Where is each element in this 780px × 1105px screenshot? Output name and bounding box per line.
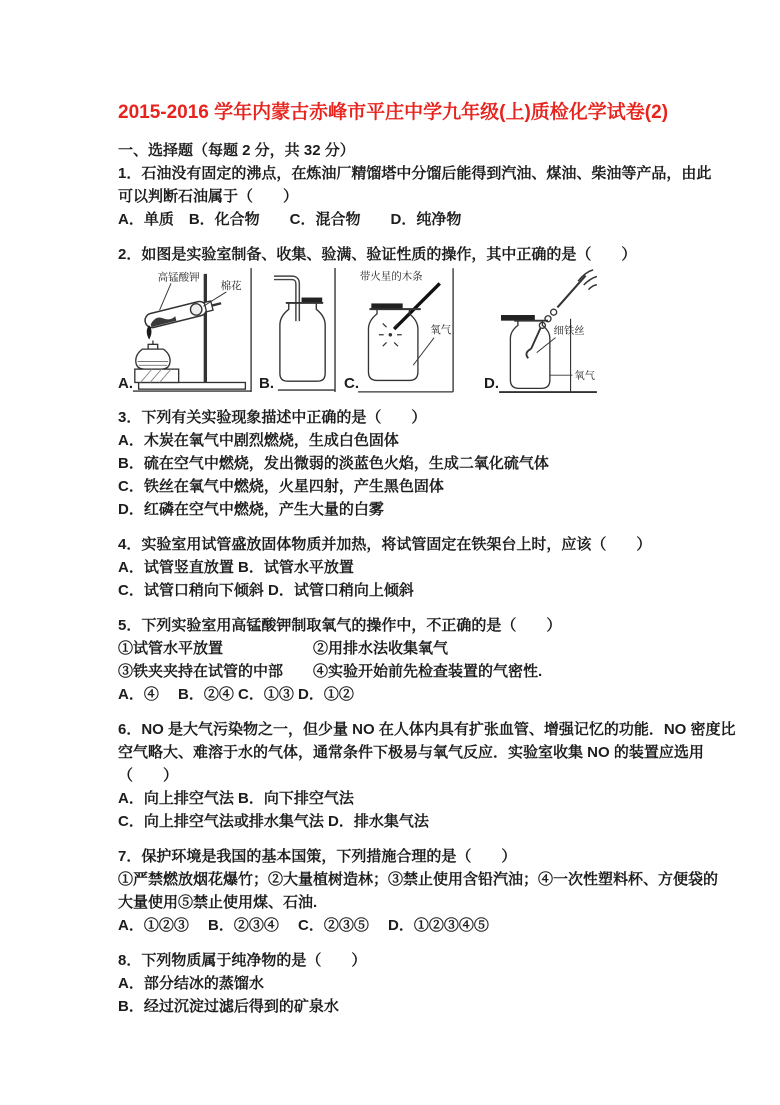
- question-7: [118, 845, 719, 937]
- label-oxygen: 氧气: [574, 370, 595, 382]
- question-line: 可以判断石油属于（ ）: [118, 188, 299, 205]
- gas-bottle: [280, 298, 325, 382]
- figure-a-apparatus: [131, 268, 253, 394]
- paper-content: [118, 100, 736, 1030]
- question-8: [118, 949, 703, 1018]
- question-2: [118, 243, 703, 394]
- figure-b-tag: B.: [259, 375, 274, 392]
- question-line: 4．实验室用试管盛放固体物质并加热，将试管固定在铁架台上时，应该（ ）: [118, 536, 652, 553]
- question-line: 1．石油没有固定的沸点，在炼油厂精馏塔中分馏后能得到汽油、煤油、柴油等产品，由此: [118, 165, 712, 182]
- figure-c-tag: C.: [344, 375, 359, 392]
- question-line: 8．下列物质属于纯净物的是（ ）: [118, 952, 367, 969]
- figure-c-apparatus: [358, 268, 455, 394]
- question-line: C．试管口稍向下倾斜 D．试管口稍向上倾斜: [118, 582, 414, 599]
- question-5: [118, 614, 703, 706]
- question-4: [118, 533, 703, 602]
- label-cotton: 棉花: [220, 281, 242, 293]
- question-line: A．部分结冰的蒸馏水: [118, 975, 264, 992]
- question-line: A．试管竖直放置 B．试管水平放置: [118, 559, 354, 576]
- alcohol-lamp: [136, 325, 170, 369]
- question-line: C．向上排空气法或排水集气法 D．排水集气法: [118, 813, 429, 830]
- label-iron-wire: 细铁丝: [553, 325, 585, 337]
- question-line: B．经过沉淀过滤后得到的矿泉水: [118, 998, 339, 1015]
- paper-title: 2015-2016 学年内蒙古赤峰市平庄中学九年级(上)质检化学试卷(2): [118, 102, 669, 123]
- figure-d-tag: D.: [484, 375, 499, 392]
- question-3: [118, 406, 703, 521]
- question-line: 6．NO 是大气污染物之一，但少量 NO 在人体内具有扩张血管、增强记忆的功能．NO 密度比: [118, 721, 736, 738]
- figure-a-tag: A.: [118, 375, 133, 392]
- question-line: 2．如图是实验室制备、收集、验满、验证性质的操作，其中正确的是（ ）: [118, 246, 637, 263]
- question-line: 5．下列实验室用高锰酸钾制取氧气的操作中，不正确的是（ ）: [118, 617, 562, 634]
- figure-b-apparatus: [272, 268, 337, 394]
- question-line: A．木炭在氧气中剧烈燃烧，生成白色固体: [118, 432, 399, 449]
- figure-d-apparatus: [499, 268, 597, 394]
- question-line: C．铁丝在氧气中燃烧，火星四射，产生黑色固体: [118, 478, 444, 495]
- label-oxygen: 氧气: [430, 324, 452, 336]
- question-6: [118, 718, 736, 833]
- question-line: A．向上排空气法 B．向下排空气法: [118, 790, 354, 807]
- section-heading: 一、选择题（每题 2 分，共 32 分）: [118, 142, 355, 159]
- label-glowing-splint: 带火星的木条: [359, 271, 423, 283]
- label-kmno4: 高锰酸钾: [157, 272, 200, 284]
- gas-bottle: [368, 303, 420, 380]
- question-line: 3．下列有关实验现象描述中正确的是（ ）: [118, 409, 427, 426]
- question-line: ①试管水平放置 ②用排水法收集氧气: [118, 640, 449, 657]
- question-line: A．单质 B．化合物 C．混合物 D．纯净物: [118, 211, 462, 228]
- question-2-figures: [118, 268, 703, 394]
- question-line: D．红磷在空气中燃烧，产生大量的白雾: [118, 501, 384, 518]
- question-line: 空气略大、难溶于水的气体，通常条件下极易与氧气反应．实验室收集 NO 的装置应选用: [118, 744, 704, 761]
- delivery-tube: [274, 278, 298, 321]
- question-line: ③铁夹夹持在试管的中部 ④实验开始前先检查装置的气密性.: [118, 663, 543, 680]
- question-line: 大量使用⑤禁止使用煤、石油.: [118, 894, 318, 911]
- wood-block: [135, 369, 179, 382]
- question-line: ①严禁燃放烟花爆竹；②大量植树造林；③禁止使用含铅汽油；④一次性塑料杯、方便袋的: [118, 871, 719, 888]
- question-1: [118, 162, 712, 231]
- question-line: A．④ B．②④ C．①③ D．①②: [118, 686, 354, 703]
- question-line: （ ）: [118, 767, 179, 784]
- question-line: A．①②③ B．②③④ C．②③⑤ D．①②③④⑤: [118, 917, 489, 934]
- question-line: B．硫在空气中燃烧，发出微弱的淡蓝色火焰，生成二氧化硫气体: [118, 455, 549, 472]
- question-line: 7．保护环境是我国的基本国策，下列措施合理的是（ ）: [118, 848, 517, 865]
- iron-wire: [526, 276, 585, 359]
- gas-bottle: [501, 315, 550, 388]
